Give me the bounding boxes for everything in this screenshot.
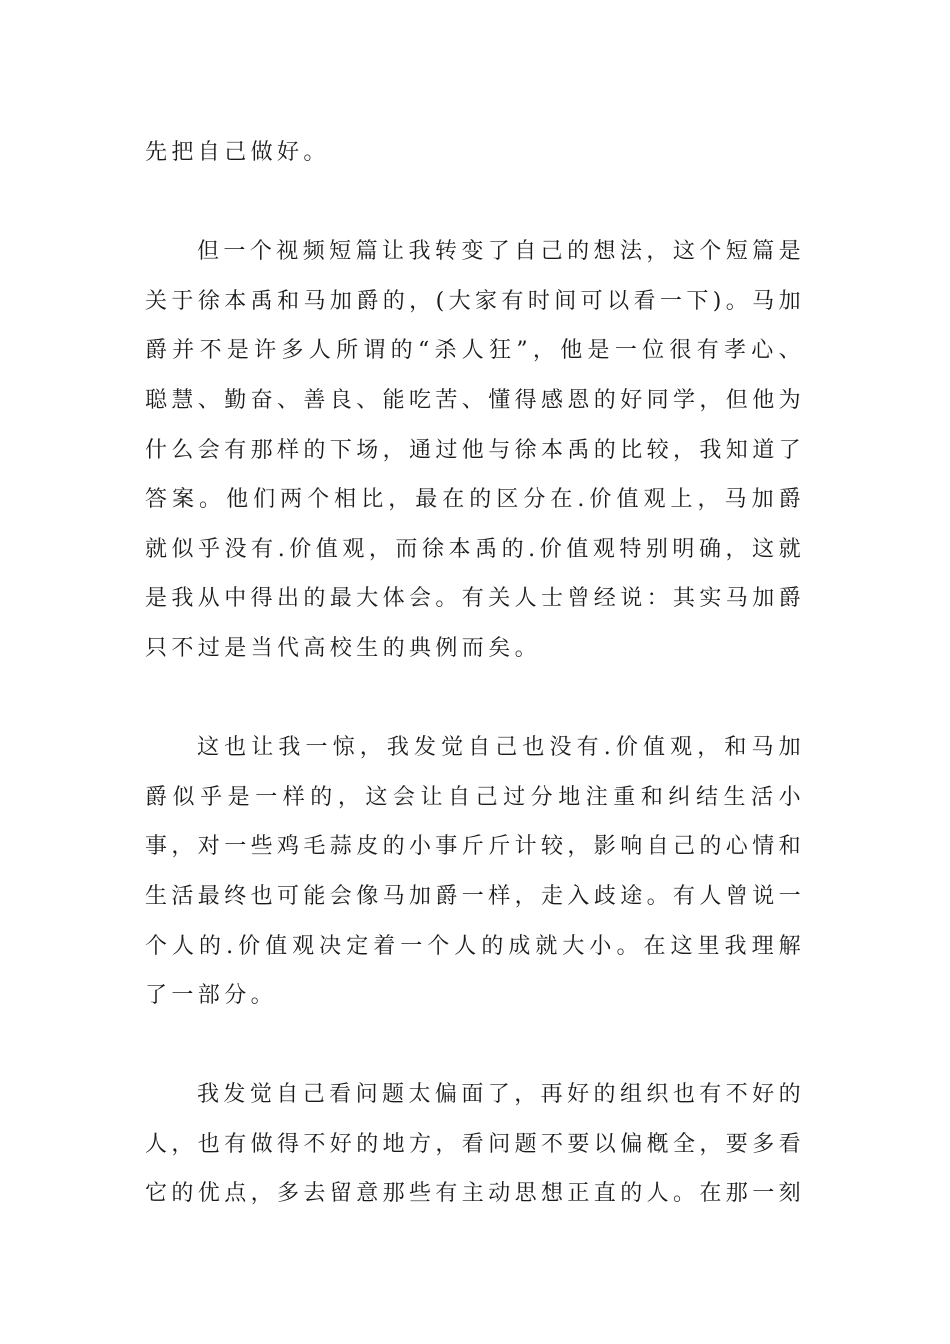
paragraph-gap	[145, 178, 805, 228]
paragraph-gap	[145, 1021, 805, 1071]
paragraph-1: 先把自己做好。	[145, 140, 330, 165]
paragraph-2: 但一个视频短篇让我转变了自己的想法，这个短篇是关于徐本禹和马加爵的，(大家有时间可以看一下)。马加爵并不是许多人所谓的“杀人狂”，他是一位很有孝心、聪慧、勤奋、善良、能吃苦、懂得感恩的好同学，但他为什么会有那样的下场，通过他与徐本禹的比较，我知道了答案。他们两个相比，最在的区分在.价值观上，马加爵就似乎没有.价值观，而徐本禹的.价值观特别明确，这就是我从中得出的最大体会。有关人士曾经说：其实马加爵只不过是当代高校生的典例而矣。	[145, 239, 806, 661]
document-body	[145, 128, 805, 1219]
paragraph-4: 我发觉自己看问题太偏面了，再好的组织也有不好的人，也有做得不好的地方，看问题不要以偏槪全，要多看它的优点，多去留意那些有主动思想正直的人。在那一刻	[145, 1082, 806, 1207]
paragraph-3: 这也让我一惊，我发觉自己也没有.价值观，和马加爵似乎是一样的，这会让自己过分地注重和纠结生活小事，对一些鸡毛蒜皮的小事斤斤计较，影响自己的心情和生活最终也可能会像马加爵一样，走入歧途。有人曾说一个人的.价值观决定着一个人的成就大小。在这里我理解了一部分。	[145, 735, 806, 1009]
paragraph-gap	[145, 674, 805, 724]
